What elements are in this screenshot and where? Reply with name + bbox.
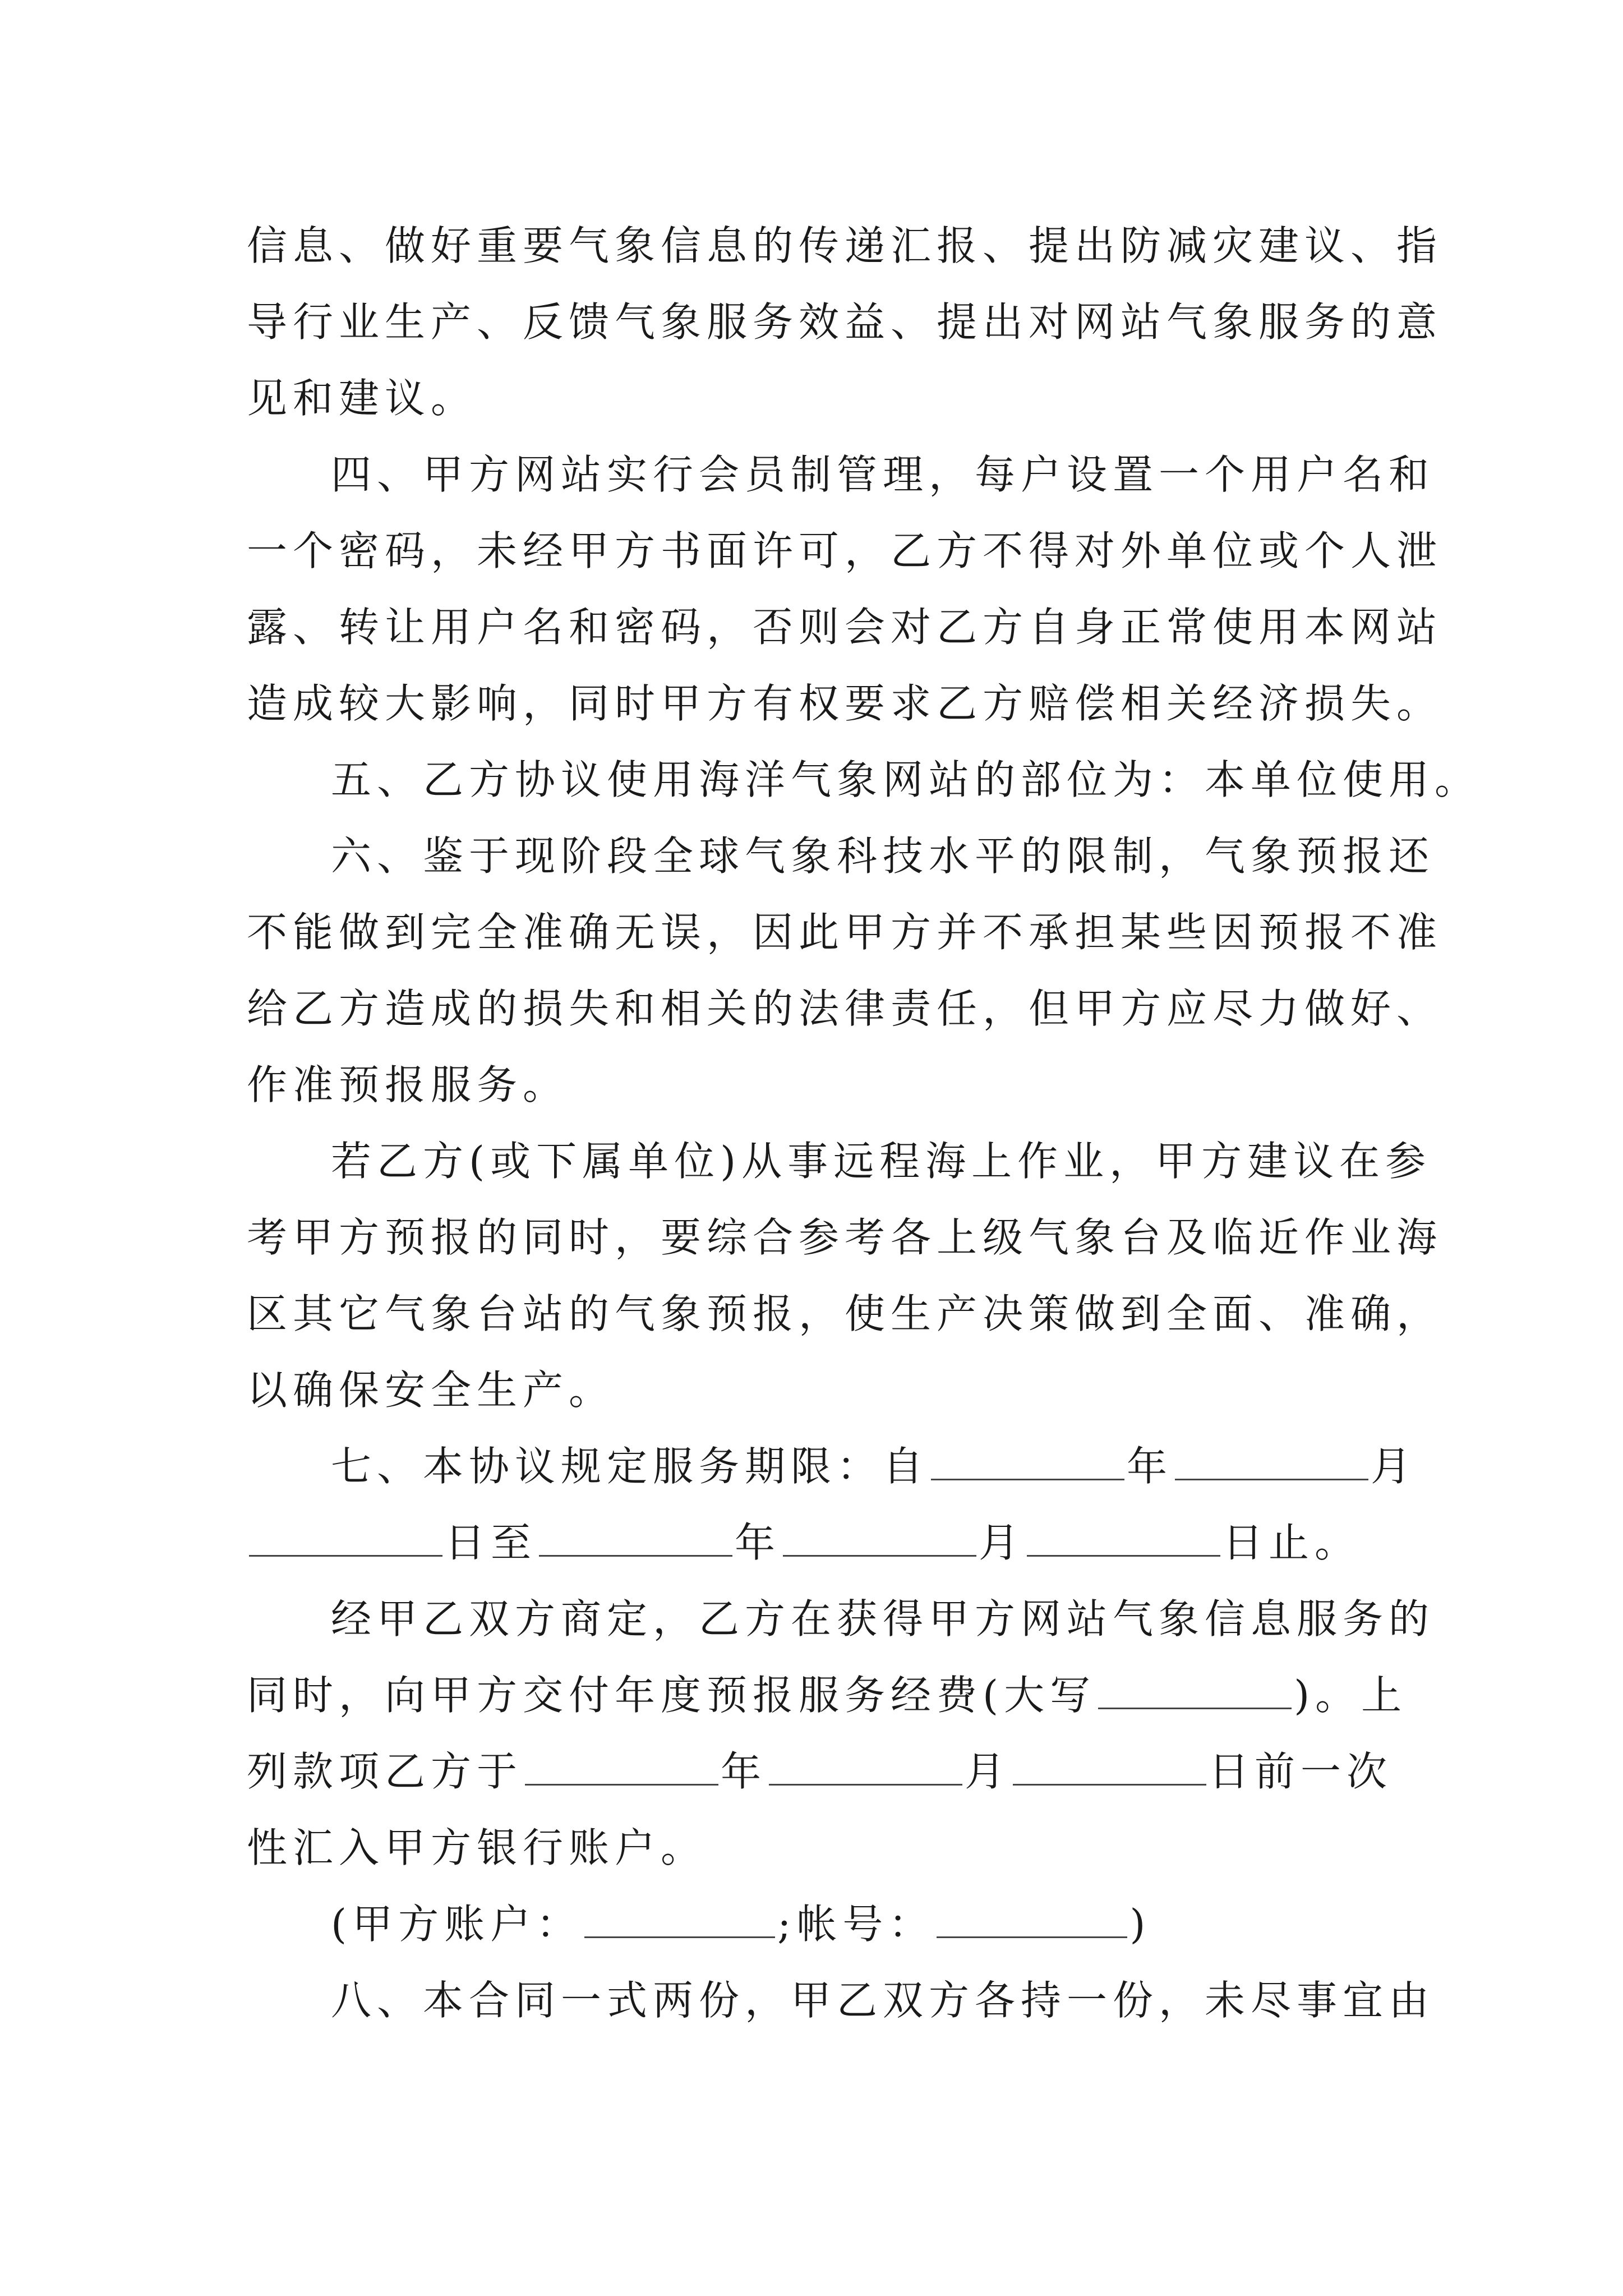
year-label: 年 bbox=[735, 1519, 781, 1566]
clause-4-line: 四、甲方网站实行会员制管理，每户设置一个用户名和 bbox=[331, 451, 1435, 498]
day-end-label: 日止。 bbox=[1223, 1519, 1361, 1566]
fee-text: 同时，向甲方交付年度预报服务经费(大写 bbox=[247, 1672, 1096, 1719]
paragraph-line: 考甲方预报的同时，要综合参考各上级气象台及临近作业海 bbox=[247, 1214, 1443, 1261]
fee-text: 日前一次 bbox=[1209, 1748, 1393, 1795]
clause-6-line: 六、鉴于现阶段全球气象科技水平的限制，气象预报还 bbox=[331, 832, 1435, 880]
amount-in-words-blank bbox=[1098, 1671, 1292, 1709]
month-label: 月 bbox=[1371, 1443, 1417, 1490]
fee-text: 列款项乙方于 bbox=[247, 1748, 523, 1795]
paragraph-line: 作准预报服务。 bbox=[247, 1061, 569, 1108]
fee-line-4: 性汇入甲方银行账户。 bbox=[247, 1824, 707, 1871]
offshore-paragraph-line: 若乙方(或下属单位)从事远程海上作业，甲方建议在参 bbox=[331, 1138, 1432, 1185]
paragraph-line: 造成较大影响，同时甲方有权要求乙方赔偿相关经济损失。 bbox=[247, 680, 1443, 727]
clause-7-text: 七、本协议规定服务期限：自 bbox=[331, 1443, 929, 1490]
clause-8-line: 八、本合同一式两份，甲乙双方各持一份，未尽事宜由 bbox=[331, 1977, 1435, 2024]
pay-year-blank bbox=[525, 1747, 718, 1786]
document-body bbox=[247, 208, 1481, 2039]
clause-7-line-2 bbox=[247, 1504, 1385, 1581]
fee-line-2 bbox=[247, 1657, 1408, 1733]
start-month-blank bbox=[1175, 1442, 1368, 1480]
start-day-blank bbox=[249, 1519, 442, 1557]
year-label: 年 bbox=[1127, 1443, 1173, 1490]
paragraph-line: 区其它气象台站的气象预报，使生产决策做到全面、准确， bbox=[247, 1290, 1443, 1337]
pay-month-blank bbox=[769, 1747, 962, 1786]
end-day-blank bbox=[1027, 1519, 1220, 1557]
day-to-label: 日至 bbox=[445, 1519, 537, 1566]
paragraph-line: 一个密码，未经甲方书面许可，乙方不得对外单位或个人泄 bbox=[247, 527, 1443, 574]
fee-line-3 bbox=[247, 1733, 1393, 1810]
account-line bbox=[247, 1886, 1385, 1962]
end-year-blank bbox=[539, 1519, 732, 1557]
account-label: (甲方账户： bbox=[331, 1901, 583, 1948]
account-number-blank bbox=[937, 1900, 1127, 1938]
pay-day-blank bbox=[1013, 1747, 1206, 1786]
paragraph-line: 见和建议。 bbox=[247, 375, 477, 422]
month-label: 月 bbox=[979, 1519, 1025, 1566]
paragraph-line: 信息、做好重要气象信息的传递汇报、提出防减灾建议、指 bbox=[247, 222, 1443, 269]
paragraph-line: 给乙方造成的损失和相关的法律责任，但甲方应尽力做好、 bbox=[247, 985, 1443, 1032]
account-number-label: ;帐号： bbox=[777, 1901, 935, 1948]
start-year-blank bbox=[931, 1442, 1124, 1480]
fee-text: )。上 bbox=[1294, 1672, 1408, 1719]
account-close: ) bbox=[1129, 1901, 1151, 1948]
paragraph-line: 导行业生产、反馈气象服务效益、提出对网站气象服务的意 bbox=[247, 298, 1443, 346]
paragraph-line: 露、转让用户名和密码，否则会对乙方自身正常使用本网站 bbox=[247, 604, 1443, 651]
paragraph-line: 不能做到完全准确无误，因此甲方并不承担某些因预报不准 bbox=[247, 909, 1443, 956]
paragraph-line: 以确保安全生产。 bbox=[247, 1366, 615, 1414]
clause-7-line-1 bbox=[247, 1428, 1417, 1504]
fee-line-1: 经甲乙双方商定，乙方在获得甲方网站气象信息服务的 bbox=[331, 1595, 1435, 1642]
end-month-blank bbox=[783, 1519, 976, 1557]
clause-5-line: 五、乙方协议使用海洋气象网站的部位为：本单位使用。 bbox=[331, 756, 1481, 803]
month-label: 月 bbox=[965, 1748, 1011, 1795]
year-label: 年 bbox=[721, 1748, 767, 1795]
account-name-blank bbox=[584, 1900, 775, 1938]
